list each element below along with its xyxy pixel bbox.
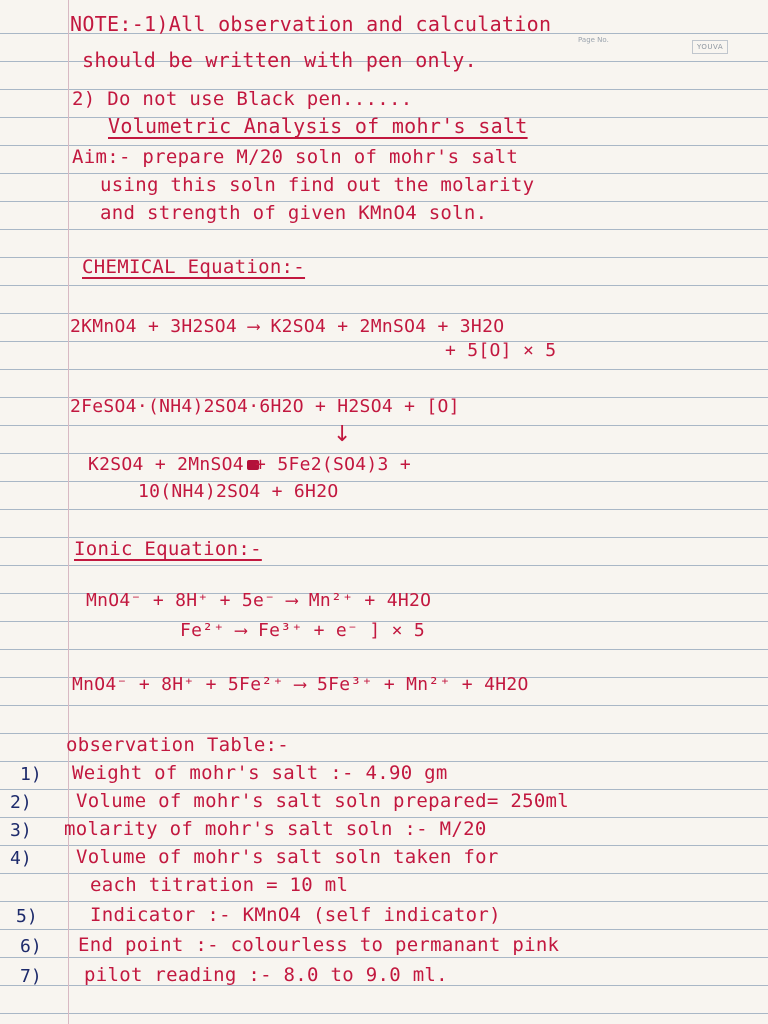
note-1-line-2: should be written with pen only. (82, 48, 477, 72)
note-1-line-1: NOTE:-1)All observation and calculation (70, 12, 552, 36)
page-title: Volumetric Analysis of mohr's salt (108, 114, 528, 138)
obs-item-4-number: 4) (10, 848, 32, 869)
ionic-eq-1: MnO4⁻ + 8H⁺ + 5e⁻ ⟶ Mn²⁺ + 4H2O (86, 590, 432, 611)
chem-eq-1-line-2: + 5[O] × 5 (445, 340, 557, 361)
chem-eq-2-line-2: K2SO4 + 2MnSO4 + 5Fe2(SO4)3 + (88, 454, 411, 475)
obs-item-5: Indicator :- KMnO4 (self indicator) (90, 904, 501, 926)
obs-item-1-number: 1) (20, 764, 42, 785)
obs-item-1: Weight of mohr's salt :- 4.90 gm (72, 762, 448, 784)
obs-item-2-number: 2) (10, 792, 32, 813)
obs-item-4: Volume of mohr's salt soln taken for (76, 846, 499, 868)
obs-item-3-number: 3) (10, 820, 32, 841)
notebook-brand: YOUVA (692, 40, 728, 54)
ionic-eq-3: MnO4⁻ + 8H⁺ + 5Fe²⁺ ⟶ 5Fe³⁺ + Mn²⁺ + 4H2O (72, 674, 529, 695)
chem-eq-2-line-1: 2FeSO4·(NH4)2SO4·6H2O + H2SO4 + [O] (70, 396, 460, 417)
obs-item-3: molarity of mohr's salt soln :- M/20 (64, 818, 487, 840)
ionic-equation-heading: Ionic Equation:- (74, 538, 262, 560)
obs-item-5-number: 5) (16, 906, 38, 927)
aim-line-2: using this soln find out the molarity (100, 174, 535, 196)
obs-item-6-number: 6) (20, 936, 42, 957)
aim-line-3: and strength of given KMnO4 soln. (100, 202, 488, 224)
chem-eq-2-line-3: 10(NH4)2SO4 + 6H2O (138, 481, 339, 502)
aim-line-1: Aim:- prepare M/20 soln of mohr's salt (72, 146, 519, 168)
ionic-eq-2: Fe²⁺ ⟶ Fe³⁺ + e⁻ ] × 5 (180, 620, 426, 641)
observation-heading: observation Table:- (66, 734, 290, 756)
chemical-equation-heading: CHEMICAL Equation:- (82, 256, 306, 278)
obs-item-4-continued: each titration = 10 ml (90, 874, 349, 896)
obs-item-7-number: 7) (20, 966, 42, 987)
down-arrow-icon: ↓ (333, 422, 352, 447)
margin-line (68, 0, 69, 1024)
obs-item-2: Volume of mohr's salt soln prepared= 250ml (76, 790, 570, 812)
obs-item-6: End point :- colourless to permanant pink (78, 934, 560, 956)
page-no-label: Page No. (578, 36, 609, 44)
obs-item-7: pilot reading :- 8.0 to 9.0 ml. (84, 964, 448, 986)
chem-eq-1-line-1: 2KMnO4 + 3H2SO4 ⟶ K2SO4 + 2MnSO4 + 3H2O (70, 316, 505, 337)
note-2: 2) Do not use Black pen...... (72, 88, 413, 110)
